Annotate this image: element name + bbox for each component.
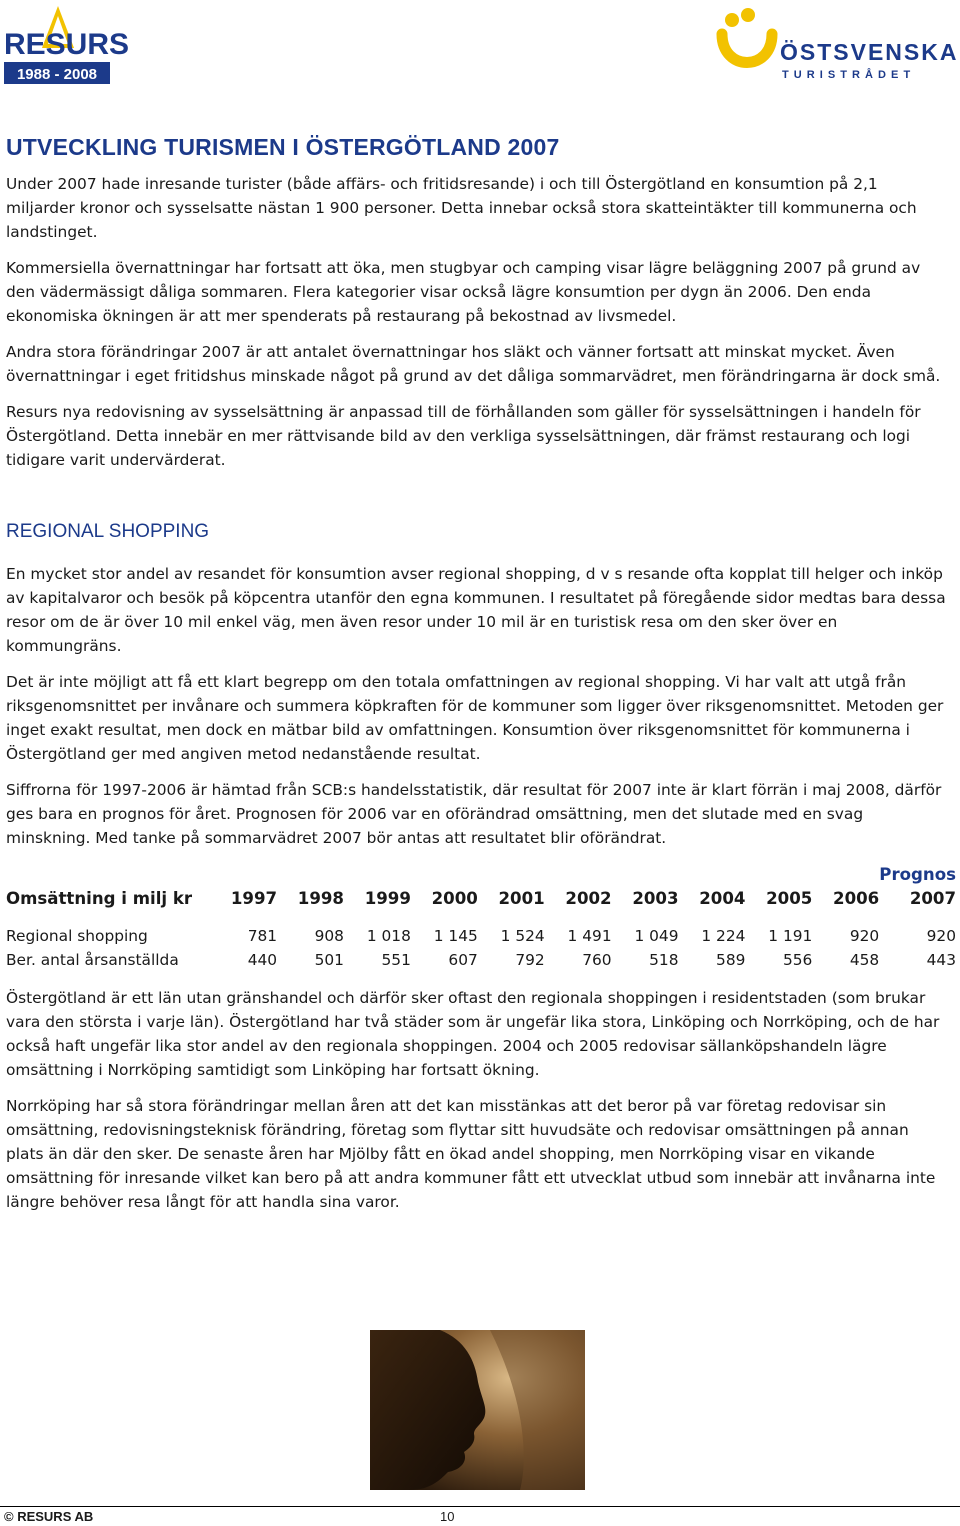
page-footer xyxy=(0,1506,960,1526)
table-header-year: 1997 xyxy=(230,888,278,908)
row-label: Ber. antal årsanställda xyxy=(6,951,179,969)
table-cell: 458 xyxy=(849,951,880,969)
resurs-logo-text: RESURS xyxy=(4,28,130,61)
paragraph: Östergötland är ett län utan gränshandel och därför sker oftast den regionala shoppingen i residentstaden (som brukar vara den största i varje län). Östergötland har två städer som är ungefär lika stora, Linköping och Norrköping, och de har också haft ungefär lika stor andel av den regionala shoppingen. 2004 och 2005 redovisar sällanköpshandeln lägre omsättning i Norrköping samtidigt som Linköping har fortsatt ökning. xyxy=(6,989,940,1079)
table-cell: 1 224 xyxy=(701,927,746,945)
table-cell: 1 145 xyxy=(433,927,478,945)
ostsvenska-logo-sub: T U R I S T R Å D E T xyxy=(782,69,912,81)
paragraph: Siffrorna för 1997-2006 är hämtad från SCB:s handelsstatistik, där resultat för 2007 inte är klart förrän i maj 2008, därför ges bara en prognos för året. Prognosen för 2006 var en oförändrad omsättning, men det slutade med en svag minskning. Med tanke på sommarvädret 2007 bör antas att resultatet blir oförändrat. xyxy=(6,781,942,847)
table-cell: 792 xyxy=(515,951,545,969)
section-title-regional-shopping: REGIONAL SHOPPING xyxy=(6,521,210,542)
table-header-year: 2002 xyxy=(565,888,612,908)
paragraph: Det är inte möjligt att få ett klart begrepp om den totala omfattningen av regional shopping. Vi har valt att utgå från riksgenomsnittet per invånare och summera köpkraften för de kommuner som ligger över riksgenomsnittet. Metoden ger inget exakt resultat, men dock en mätbar bild av omfattningen. Konsumtion över riksgenomsnittet för kommunerna i Östergötland ger med angiven metod nedanstående resultat. xyxy=(6,673,944,763)
table-header-year: 2003 xyxy=(632,888,679,908)
table-cell: 551 xyxy=(381,951,411,969)
paragraph: En mycket stor andel av resandet för konsumtion avser regional shopping, d v s resande ofta kopplat till helger och inköp av kapitalvaror och besök på köpcentra utanför den egna kommunen. I resultatet på föregående sidor medtas bara dessa resor om de är över 10 mil enkel väg, men även resor under 10 mil är en turistisk resa om den sker över en kommungräns. xyxy=(6,565,946,655)
table-header-label: Omsättning i milj kr xyxy=(6,888,193,908)
table-cell: 781 xyxy=(247,927,278,945)
table-row xyxy=(6,924,956,948)
table-cell: 589 xyxy=(716,951,746,969)
prognos-label: Prognos xyxy=(879,864,956,884)
footer-copyright: © RESURS AB xyxy=(4,1509,94,1524)
ostsvenska-logo xyxy=(712,6,960,88)
table-cell: 1 524 xyxy=(500,927,545,945)
page-content xyxy=(6,132,956,1226)
page-number: 10 xyxy=(440,1509,455,1524)
paragraph: Under 2007 hade inresande turister (både affärs- och fritidsresande) i och till Östergötland en konsumtion på 2,1 miljarder kronor och sysselsatte nästan 1 900 personer. Detta innebar också stora skatteintäkter till kommunerna och landstinget. xyxy=(6,175,917,241)
table-row xyxy=(6,948,956,972)
table-cell: 1 491 xyxy=(567,927,612,945)
statue-photo xyxy=(370,1330,585,1490)
table-cell: 1 191 xyxy=(768,927,813,945)
table-cell: 1 049 xyxy=(634,927,679,945)
shopping-table xyxy=(6,862,956,972)
table-cell: 440 xyxy=(247,951,278,969)
ostsvenska-logo-text: ÖSTSVENSKA xyxy=(780,39,959,65)
row-label: Regional shopping xyxy=(6,927,148,945)
table-cell: 920 xyxy=(849,927,880,945)
table-cell: 920 xyxy=(926,927,956,945)
table-cell: 760 xyxy=(582,951,612,969)
table-cell: 501 xyxy=(314,951,344,969)
footer-divider xyxy=(0,1506,960,1507)
table-cell: 1 018 xyxy=(366,927,411,945)
table-cell: 443 xyxy=(926,951,956,969)
table-cell: 607 xyxy=(448,951,478,969)
table-header-year: 1998 xyxy=(297,888,344,908)
table-cell: 908 xyxy=(314,927,344,945)
resurs-logo-years: 1988 - 2008 xyxy=(16,66,98,83)
paragraph: Resurs nya redovisning av sysselsättning är anpassad till de förhållanden som gäller för sysselsättningen i handeln för Östergötland. Detta innebär en mer rättvisande bild av den verkliga sysselsättningen, där främst restaurang och logi tidigare varit undervärderat. xyxy=(6,403,921,469)
paragraph: Andra stora förändringar 2007 är att antalet övernattningar hos släkt och vänner fortsatt att minskat mycket. Även övernattningar i eget fritidshus minskade något på grund av det dåliga sommarvädret, men förändringarna är dock små. xyxy=(6,343,941,385)
table-header-row xyxy=(6,886,956,910)
table-header-year: 2006 xyxy=(833,888,880,908)
table-header-year: 2001 xyxy=(498,888,545,908)
table-header-year: 2007 xyxy=(909,888,956,908)
table-header-year: 2004 xyxy=(699,888,746,908)
table-header-year: 2005 xyxy=(766,888,813,908)
table-header-year: 1999 xyxy=(364,888,411,908)
section-title-turism: UTVECKLING TURISMEN I ÖSTERGÖTLAND 2007 xyxy=(6,134,560,160)
table-header-year: 2000 xyxy=(431,888,478,908)
table-cell: 518 xyxy=(649,951,679,969)
paragraph: Norrköping har så stora förändringar mellan åren att det kan misstänkas att det beror på var företag redovisar sin omsättning, redovisningsteknisk förändring, företag som flyttar sitt huvudsäte och redovisar omsättningen på annan plats än där den sker. De senaste åren har Mjölby fått en ökad andel shopping, men Norrköping visar en vikande omsättning för inresande vilket kan bero på att andra kommuner fått ett utvecklat utbud som innebär att invånarna inte längre behöver resa långt för att handla sina varor. xyxy=(6,1097,936,1211)
resurs-logo xyxy=(0,0,130,86)
paragraph: Kommersiella övernattningar har fortsatt att öka, men stugbyar och camping visar lägre beläggning 2007 på grund av den vädermässigt dåliga sommaren. Flera kategorier visar också lägre konsumtion per dygn än 2006. Den enda ekonomiska ökningen är att mer spenderats på restaurang på bekostnad av livsmedel. xyxy=(6,259,921,325)
table-cell: 556 xyxy=(782,951,813,969)
page-header xyxy=(0,0,960,100)
